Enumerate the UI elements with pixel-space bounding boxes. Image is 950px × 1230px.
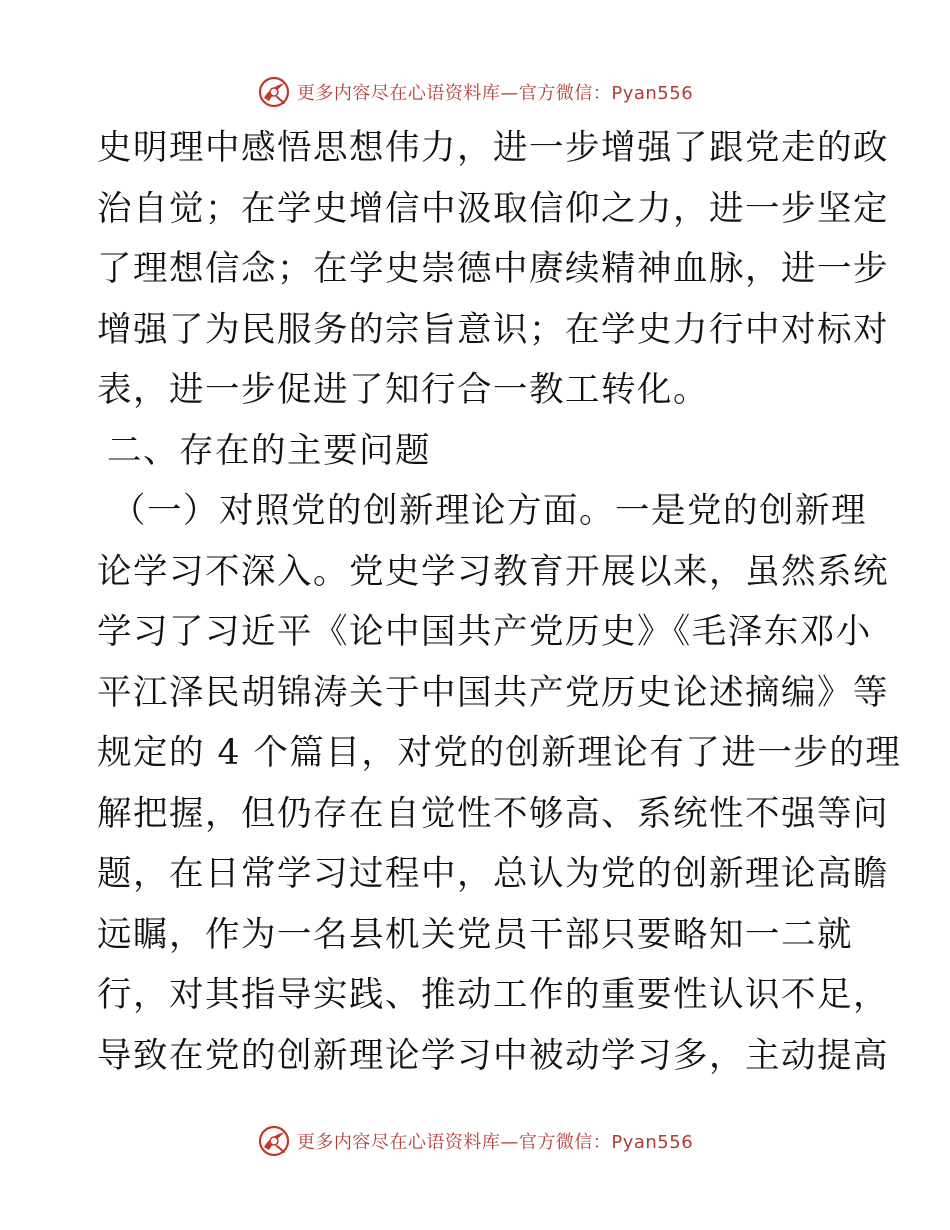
body-line: 规定的 4 个篇目，对党的创新理论有了进一步的理 [97,733,902,773]
footer-watermark [0,1121,950,1161]
document-body [97,118,902,1086]
body-line: 平江泽民胡锦涛关于中国共产党历史论述摘编》等 [97,672,889,713]
body-line: 题，在日常学习过程中，总认为党的创新理论高瞻 [97,854,889,894]
brush-circle-logo-icon [257,1124,291,1158]
body-line: 治自觉；在学史增信中汲取信仰之力，进一步坚定 [97,188,889,229]
watermark-text: 更多内容尽在心语资料库—官方微信：Pyan556 [296,83,694,104]
body-line: 论学习不深入。党史学习教育开展以来，虽然系统 [97,551,889,592]
subsection-paragraph-start: （一）对照党的创新理论方面。一是党的创新理 [111,491,867,531]
body-line: 导致在党的创新理论学习中被动学习多，主动提高 [97,1035,889,1076]
header-watermark [0,72,950,112]
body-line: 表，进一步促进了知行合一教工转化。 [97,370,709,410]
body-line: 行，对其指导实践、推动工作的重要性认识不足， [97,975,889,1015]
body-line: 了理想信念；在学史崇德中赓续精神血脉，进一步 [97,249,889,289]
brush-circle-logo-icon [257,75,291,109]
body-line: 解把握，但仍存在自觉性不够高、系统性不强等问 [97,793,889,834]
watermark-text: 更多内容尽在心语资料库—官方微信：Pyan556 [296,1132,694,1153]
body-line: 增强了为民服务的宗旨意识；在学史力行中对标对 [97,309,889,350]
body-line: 史明理中感悟思想伟力，进一步增强了跟党走的政 [97,128,889,168]
section-heading: 二、存在的主要问题 [107,430,431,471]
body-line: 远瞩，作为一名县机关党员干部只要略知一二就 [97,914,853,955]
body-line: 学习了习近平《论中国共产党历史》《毛泽东邓小 [97,612,872,652]
